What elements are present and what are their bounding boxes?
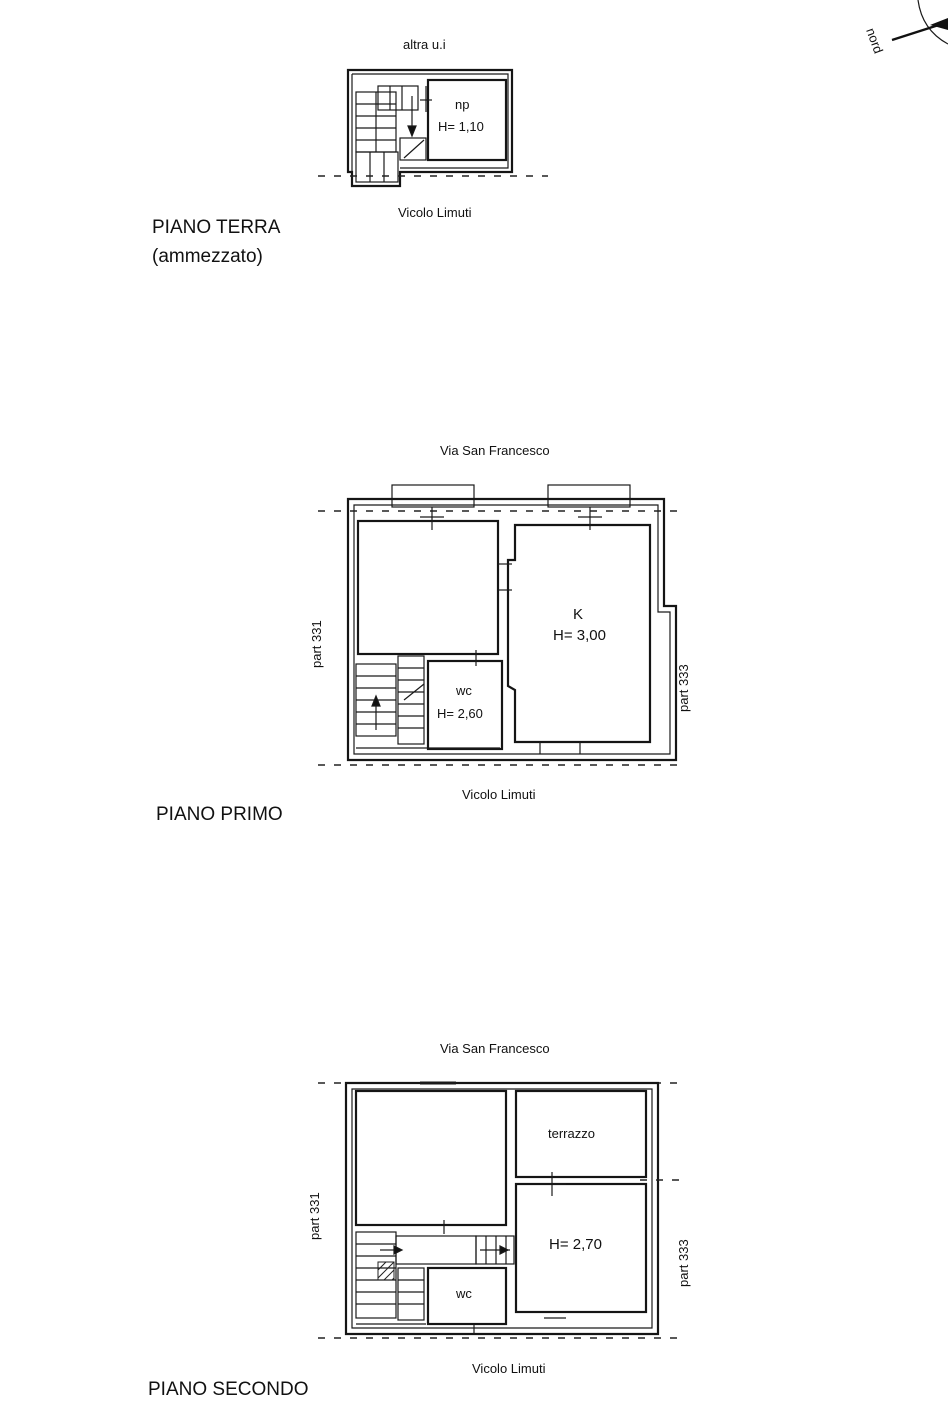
terra-bottom-street: Vicolo Limuti (398, 205, 472, 220)
plan-piano-primo (156, 443, 691, 825)
secondo-terrace-label: terrazzo (548, 1126, 595, 1141)
primo-kitchen-height: H= 3,00 (553, 627, 606, 644)
primo-left-label: part 331 (309, 620, 324, 668)
primo-title: PIANO PRIMO (156, 804, 283, 825)
north-arrow-icon (892, 0, 948, 44)
north-label: nord (863, 25, 887, 56)
terra-top-label: altra u.i (403, 37, 446, 52)
secondo-top-street: Via San Francesco (440, 1041, 550, 1056)
secondo-left-label: part 331 (307, 1192, 322, 1240)
primo-wc-height: H= 2,60 (437, 706, 483, 721)
plan-piano-secondo (148, 1041, 691, 1400)
secondo-staircase (356, 1232, 514, 1324)
terra-subtitle: (ammezzato) (152, 246, 263, 267)
terra-room-height: H= 1,10 (438, 119, 484, 134)
primo-wc-label: wc (456, 683, 472, 698)
secondo-right-label: part 333 (676, 1239, 691, 1287)
plan-piano-terra (152, 37, 548, 267)
primo-bottom-street: Vicolo Limuti (462, 787, 536, 802)
primo-top-street: Via San Francesco (440, 443, 550, 458)
terra-title: PIANO TERRA (152, 217, 281, 238)
secondo-hatched-block (378, 1262, 394, 1280)
secondo-room-height: H= 2,70 (549, 1236, 602, 1253)
secondo-wc-label: wc (456, 1286, 472, 1301)
secondo-title: PIANO SECONDO (148, 1379, 309, 1400)
terra-room-label: np (455, 97, 470, 112)
secondo-bottom-street: Vicolo Limuti (472, 1361, 546, 1376)
primo-kitchen-label: K (573, 606, 584, 623)
primo-right-label: part 333 (676, 664, 691, 712)
